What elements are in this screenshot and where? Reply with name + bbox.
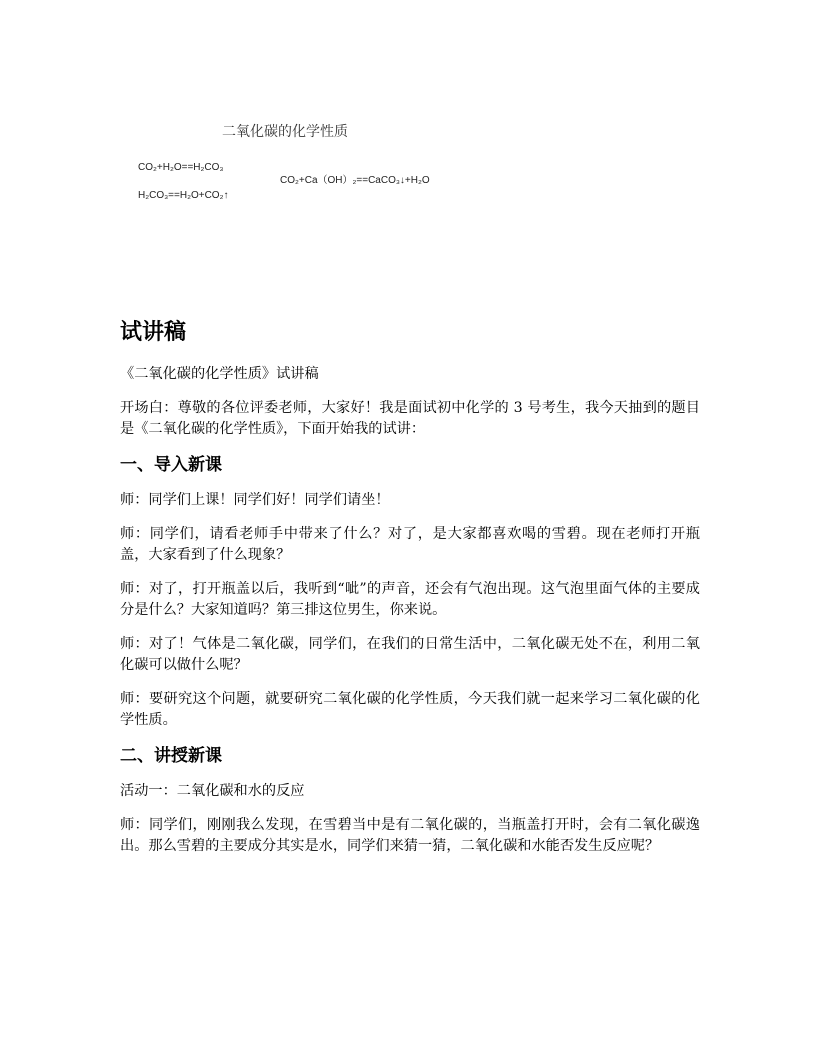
equation-co2-water: CO₂+H₂O==H₂CO₃	[138, 162, 224, 173]
section-heading-intro: 一、导入新课	[120, 455, 222, 475]
paragraph: 师：同学们，请看老师手中带来了什么？对了，是大家都喜欢喝的雪碧。现在老师打开瓶盖，大家看到了什么现象？	[120, 526, 700, 563]
paragraph: 师：同学们，刚刚我么发现，在雪碧当中是有二氧化碳的，当瓶盖打开时，会有二氧化碳逸出。那么雪碧的主要成分其实是水，同学们来猜一猜，二氧化碳和水能否发生反应呢？	[120, 817, 700, 854]
paragraph: 师：对了！气体是二氧化碳，同学们，在我们的日常生活中，二氧化碳无处不在，利用二氧化碳可以做什么呢？	[120, 636, 700, 673]
opening-paragraph: 开场白：尊敬的各位评委老师，大家好！我是面试初中化学的 3 号考生，我今天抽到的题目是《二氧化碳的化学性质》，下面开始我的试讲：	[120, 400, 700, 437]
section-heading-lesson: 二、讲授新课	[120, 746, 222, 766]
equation-carbonic-acid-decompose: H₂CO₃==H₂O+CO₂↑	[138, 190, 229, 201]
paragraph: 师：对了，打开瓶盖以后，我听到“呲”的声音，还会有气泡出现。这气泡里面气体的主要成分是什么？大家知道吗？第三排这位男生，你来说。	[120, 581, 700, 618]
paragraph: 师：要研究这个问题，就要研究二氧化碳的化学性质，今天我们就一起来学习二氧化碳的化学性质。	[120, 691, 700, 728]
equation-co2-limewater: CO₂+Ca（OH）₂==CaCO₃↓+H₂O	[280, 175, 430, 186]
document-body	[120, 318, 700, 870]
paragraph: 师：同学们上课！同学们好！同学们请坐！	[120, 492, 390, 508]
document-subtitle: 《二氧化碳的化学性质》试讲稿	[120, 366, 319, 382]
document-title: 试讲稿	[120, 320, 187, 345]
blackboard-image	[0, 0, 816, 240]
activity-label: 活动一：二氧化碳和水的反应	[120, 783, 305, 799]
board-title: 二氧化碳的化学性质	[222, 124, 348, 140]
